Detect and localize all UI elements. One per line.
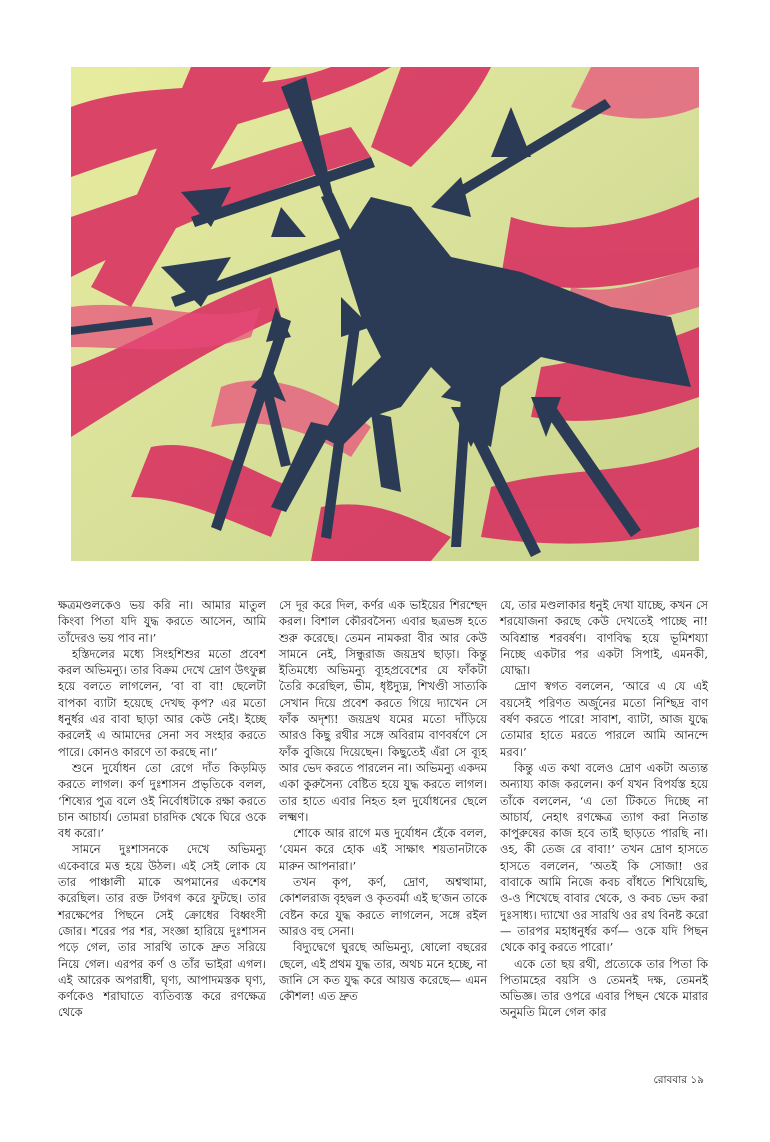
paragraph: সে দূর করে দিল, কর্ণর এক ভাইয়ের শিরশ্ছেদ করল। বিশাল কৌরবসৈন্য এবার ছত্রভঙ্গ হতে শুরু করেছে। তেমন নামকরা বীর আর কেউ সামনে নেই, সিন্ধুরাজ জয়দ্রথ ছাড়া। কিন্তু ইতিমধ্যে অভিমন্যু ব্যূহপ্রবেশের যে ফাঁকটা তৈরি করেছিল, ভীম, ধৃষ্টদ্যুম্ন, শিখণ্ডী সাত্যকি সেখান দিয়ে প্রবেশ করতে গিয়ে দ্যাখেন সে ফাঁক অদৃশ্য! জয়দ্রথ যমের মতো দাঁড়িয়ে আরও কিছু রথীর সঙ্গে অবিরাম বাণবর্ষণে সে ফাঁক বুজিয়ে দিয়েছেন। কিছুতেই এঁরা সে ব্যূহ আর ভেদ করতে পারলেন না। অভিমন্যু একদম একা কুরুসৈন্য বেষ্টিত হয়ে যুদ্ধ করতে লাগল। তার হাতে এবার নিহত হল দুর্যোধনের ছেলে লক্ষ্মণ। [279, 598, 487, 824]
page-number: রোববার ১৯ [653, 1074, 704, 1086]
column-2 [279, 597, 487, 1085]
paragraph: শুনে দুর্যোধন তো রেগে দাঁত কিড়মিড় করতে লাগল। কর্ণ দুঃশাসন প্রভৃতিকে বলল, ‘শিষ্যের পুত্র বলে ওই নির্বোধটাকে রক্ষা করতে চান আচার্য। তোমরা চারদিক থেকে ঘিরে ওকে বধ করো।’ [58, 760, 266, 841]
paragraph: তখন কৃপ, কর্ণ, দ্রোণ, অশ্বত্থামা, কোশলরাজ বৃহদ্বল ও কৃতবর্মা এই ছ’জন তাকে বেষ্টন করে যুদ্ধ করতে লাগলেন, সঙ্গে রইল আরও বহু সেনা। [279, 875, 487, 938]
paragraph: ক্ষত্রমণ্ডলকেও ভয় করি না। আমার মাতুল কিংবা পিতা যদি যুদ্ধ করতে আসেন, আমি তাঁদেরও ভয় পাব না।’ [58, 598, 266, 645]
paragraph: শোকে আর রাগে মত্ত দুর্যোধন হেঁকে বলল, ‘যেমন করে হোক এই সাক্ষাৎ শয়তানটাকে মারুন আপনারা।’ [279, 826, 487, 873]
paragraph: দ্রোণ স্বগত বললেন, ‘আরে এ যে এই বয়সেই পরিণত অর্জুনের মতো নিশ্ছিদ্র বাণ বর্ষণ করতে পারে! সাবাশ, ব্যাটা, আজ যুদ্ধে তোমার হাতে মরতে পারলে আমি আনন্দে মরব।’ [500, 679, 708, 759]
paragraph: সামনে দুঃশাসনকে দেখে অভিমন্যু একেবারে মত্ত হয়ে উঠল। এই সেই লোক যে তার পাঞ্চালী মাকে অপমানের একশেষ করেছিল। তার রক্ত টগবগ করে ফুটছে। তার শরক্ষেপের পিছনে সেই ক্রোধের বিধ্বংসী জোর। শরের পর শর, সংজ্ঞা হারিয়ে দুঃশাসন পড়ে গেল, তার সারথি তাকে দ্রুত সরিয়ে নিয়ে গেল। এরপর কর্ণ ও তাঁর ভাইরা এগল। এই আরেক অপরাধী, ঘৃণ্য, আপাদমস্তক ঘৃণ্য, কর্ণকেও শরাঘাতে ব্যতিব্যস্ত করে রণক্ষেত্র থেকে [58, 842, 266, 1020]
column-1 [58, 597, 266, 1085]
paragraph: বিদ্যুদ্বেগে ঘুরছে অভিমন্যু, ষোলো বছরের ছেলে, এই প্রথম যুদ্ধ তার, অথচ মনে হচ্ছে, না জানি সে কত যুদ্ধ করে আয়ত্ত করেছে— এমন কৌশল! এত দ্রুত [279, 940, 487, 1004]
painting-warrior-arrows [71, 67, 699, 561]
paragraph: যে, তার মণ্ডলাকার ধনুই দেখা যাচ্ছে, কখন সে শরযোজনা করছে কেউ দেখতেই পাচ্ছে না! অবিশ্রান্ত শরবর্ষণ। বাণবিদ্ধ হয়ে ভূমিশয্যা নিচ্ছে একটার পর একটা সিপাই, এমনকী, যোদ্ধা। [500, 598, 708, 678]
column-3 [500, 597, 708, 1085]
paragraph: হস্তিদলের মধ্যে সিংহশিশুর মতো প্রবেশ করল অভিমন্যু। তার বিক্রম দেখে দ্রোণ উৎফুল্ল হয়ে বলতে লাগলেন, ‘বা বা বা! ছেলেটা বাপকা ব্যাটা হয়েছে দেখছ কৃপ? এর মতো ধনুর্ধর এর বাবা ছাড়া আর কেউ নেই। ইচ্ছে করলেই এ আমাদের সেনা সব সংহার করতে পারে। কোনও কারণে তা করছে না।’ [58, 646, 266, 759]
paragraph: একে তো ছয় রথী, প্রত্যেকে তার পিতা কি পিতামহের বয়সি ও তেমনই দক্ষ, তেমনই অভিজ্ঞ। তার ওপরে এবার পিছন থেকে মারার অনুমতি মিলে গেল কার [500, 956, 708, 1020]
illustration [71, 67, 699, 561]
article-body [58, 597, 708, 1085]
paragraph: কিন্তু এত কথা বলেও দ্রোণ একটা অত্যন্ত অন্যায্য কাজ করলেন। কর্ণ যখন বিপর্যস্ত হয়ে তাঁকে বললেন, ‘এ তো টিকতে দিচ্ছে না আচার্য, নেহাৎ রণক্ষেত্র ত্যাগ করা নিতান্ত কাপুরুষের কাজ হবে তাই ছাড়তে পারছি না। ওহ, কী তেজ রে বাবা!’ তখন দ্রোণ হাসতে হাসতে বললেন, ‘অতই কি সোজা! ওর বাবাকে আমি নিজে কবচ বাঁধতে শিখিয়েছি, ও-ও শিখেছে বাবার থেকে, ও কবচ ভেদ করা দুঃসাধ্য। দ্যাখো ওর সারথি ওর রথ বিনষ্ট করো— তারপর মহাধনুর্ধর কর্ণ— ওকে যদি পিছন থেকে কাবু করতে পারো।’ [500, 760, 708, 955]
